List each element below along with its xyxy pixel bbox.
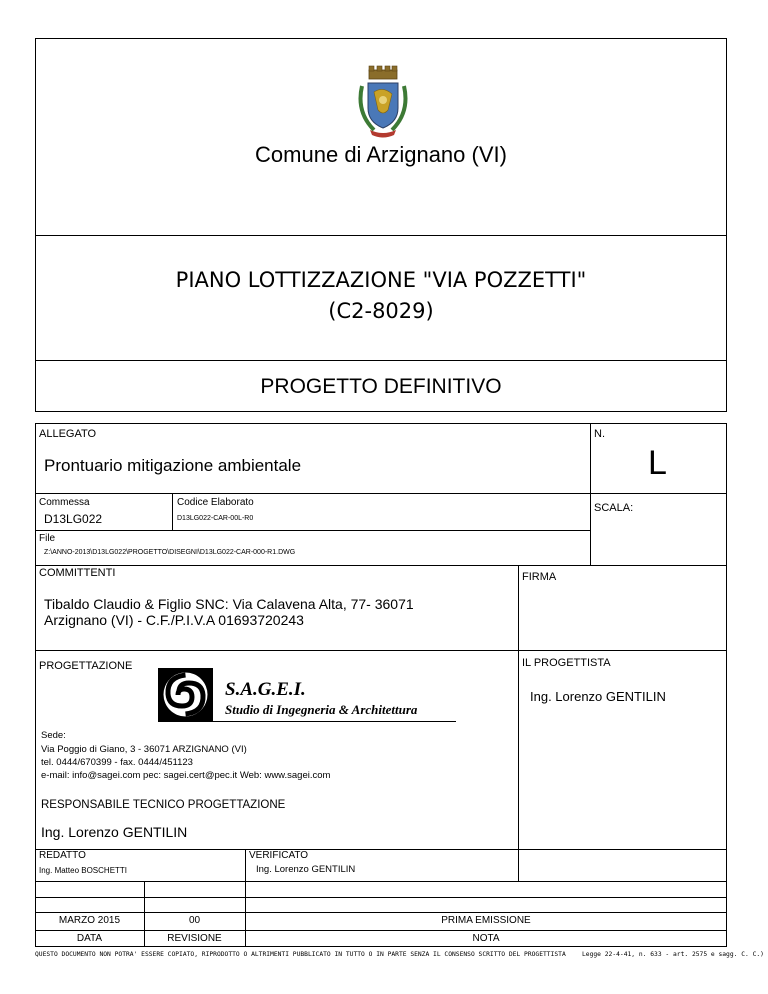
revision-line-3 — [35, 912, 727, 913]
firma-column-divider — [518, 565, 519, 849]
sagei-logo-icon — [158, 668, 213, 721]
revision-line-2 — [35, 897, 727, 898]
sede-phone: tel. 0444/670399 - fax. 0444/451123 — [41, 757, 193, 768]
footer-copyright: QUESTO DOCUMENTO NON POTRA' ESSERE COPIATO, RIPRODOTTO O ALTRIMENTI PUBBLICATO IN TUTTO O IN PARTE SENZA IL CONSENSO SCRITTO DEL PROGETTISTA — [35, 951, 566, 958]
company-name: S.A.G.E.I. — [225, 679, 306, 700]
committenti-line-1: Tibaldo Claudio & Figlio SNC: Via Calavena Alta, 77- 36071 — [44, 596, 414, 612]
allegato-label: ALLEGATO — [39, 428, 97, 440]
codice-label: Codice Elaborato — [177, 497, 254, 508]
verificato-divider — [518, 849, 519, 881]
file-path: Z:\ANNO-2013\D13LG022\PROGETTO\DISEGNI\D13LG022-CAR-000-R1.DWG — [44, 549, 296, 556]
allegato-n-label: N. — [594, 428, 605, 440]
municipality-title: Comune di Arzignano (VI) — [255, 142, 507, 167]
revision-line-4 — [35, 930, 727, 931]
firma-label: FIRMA — [522, 571, 557, 583]
progettista-name: Ing. Lorenzo GENTILIN — [530, 689, 666, 704]
committenti-line-2: Arzignano (VI) - C.F./P.I.V.A 01693720243 — [44, 612, 304, 628]
responsabile-name: Ing. Lorenzo GENTILIN — [41, 824, 188, 840]
responsabile-label: RESPONSABILE TECNICO PROGETTAZIONE — [41, 799, 286, 811]
codice-value: D13LG022-CAR-00L-R0 — [177, 515, 254, 522]
revision-number: 00 — [188, 915, 201, 926]
commessa-divider — [172, 493, 173, 530]
company-subtitle: Studio di Ingegneria & Architettura — [225, 702, 418, 717]
redatto-label: REDATTO — [39, 850, 86, 861]
company-underline — [158, 721, 456, 722]
municipal-crest-icon — [352, 64, 414, 140]
header-revisione: REVISIONE — [167, 933, 222, 944]
file-label: File — [39, 533, 56, 544]
file-row-divider — [35, 565, 727, 566]
footer-legal: Legge 22-4-41, n. 633 - art. 2575 e sagg. C. C.) — [582, 951, 764, 958]
revision-note: PRIMA EMISSIONE — [441, 915, 531, 926]
progettista-label: IL PROGETTISTA — [522, 657, 611, 669]
allegato-n-value: L — [648, 444, 667, 482]
header-data: DATA — [76, 933, 103, 944]
commessa-row-divider — [35, 530, 590, 531]
progettazione-label: PROGETTAZIONE — [39, 660, 133, 672]
header-divider-2 — [35, 360, 727, 361]
sede-email: e-mail: info@sagei.com pec: sagei.cert@pec.it Web: www.sagei.com — [41, 770, 331, 781]
committenti-label: COMMITTENTI — [39, 567, 116, 579]
progettazione-row-divider — [35, 849, 727, 850]
sede-label: Sede: — [41, 730, 66, 741]
commessa-label: Commessa — [39, 497, 90, 508]
sede-address: Via Poggio di Giano, 3 - 36071 ARZIGNANO (VI) — [41, 744, 247, 755]
plan-code: (C2-8029) — [328, 299, 434, 323]
committenti-row-divider — [35, 650, 727, 651]
redatto-value: Ing. Matteo BOSCHETTI — [39, 866, 128, 875]
revision-line-1 — [35, 881, 727, 882]
header-divider-1 — [35, 235, 727, 236]
project-phase-title: PROGETTO DEFINITIVO — [260, 375, 502, 398]
scala-label: SCALA: — [594, 502, 634, 514]
revision-date: MARZO 2015 — [58, 915, 121, 926]
commessa-value: D13LG022 — [44, 512, 103, 526]
verificato-label: VERIFICATO — [249, 850, 309, 861]
plan-title: PIANO LOTTIZZAZIONE "VIA POZZETTI" — [175, 268, 587, 292]
allegato-row-divider — [35, 493, 727, 494]
verificato-value: Ing. Lorenzo GENTILIN — [256, 864, 356, 875]
n-column-divider — [590, 423, 591, 565]
header-nota: NOTA — [472, 933, 500, 944]
allegato-title: Prontuario mitigazione ambientale — [44, 456, 302, 475]
redatto-divider — [245, 849, 246, 947]
